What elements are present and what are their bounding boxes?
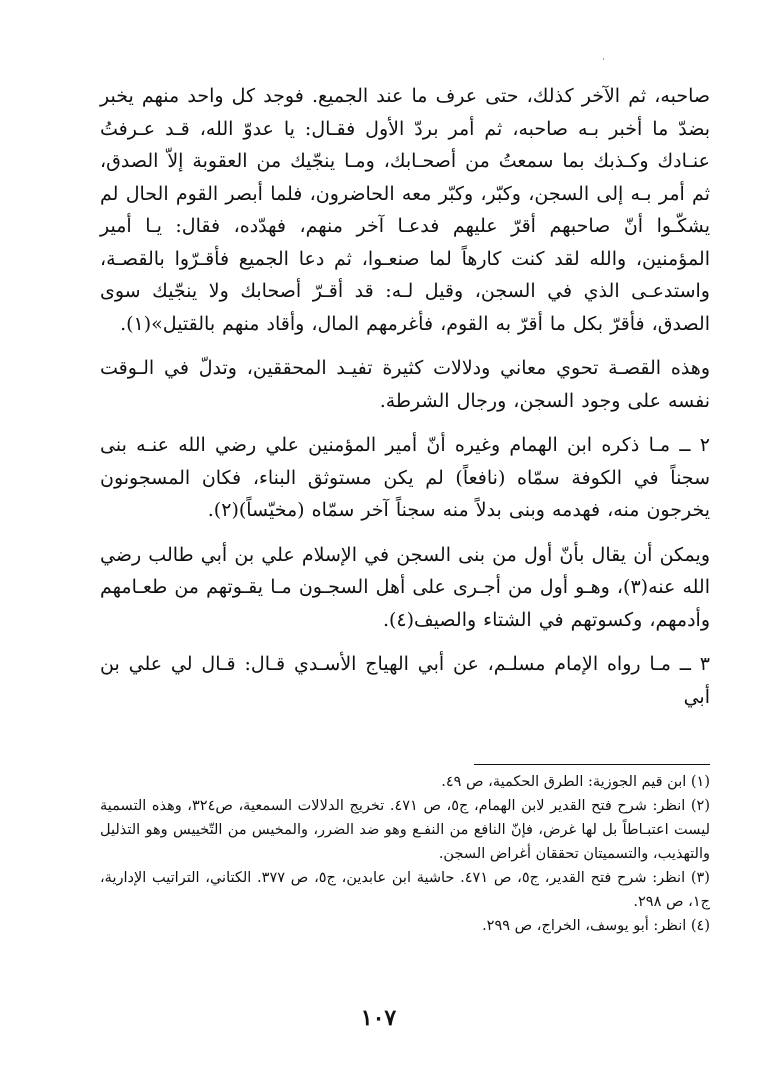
footnote-4: (٤) انظر: أبو يوسف، الخراج، ص ٢٩٩. [482, 918, 710, 934]
footnotes [100, 770, 710, 938]
body-paragraph-1: صاحبه، ثم الآخر كذلك، حتى عرف ما عند الجميع. فوجد كل واحد منهم يخبر بضدّ ما أخبر بـه صاحبه، ثم أمر بردّ الأول فقـال: يا عدوّ الله، قـد عـرفتُ عنـادك وكـذبك بما سمعتُ من أصحـابك، ومـا ينجّيك من العقوبة إلاّ الصدق، ثم أمر بـه إلى السجن، وكبّر، وكبّر معه الحاضرون، فلما أبصر القوم الحال لم يشكّـوا أنّ صاحبهم أقرّ عليهم فدعـا آخر منهم، فهدّده، فقال: يـا أمير المؤمنين، والله لقد كنت كارهاً لما صنعـوا، ثم دعا الجميع فأقـرّوا بالقصـة، واستدعـى الذي في السجن، وقيل لـه: قد أقـرّ أصحابك ولا ينجّيك سوى الصدق، فأقرّ بكل ما أقرّ به القوم، فأغرمهم المال، وأقاد منهم بالقتيل»(١). [100, 85, 710, 335]
body-paragraph-4: ويمكن أن يقال بأنّ أول من بنى السجن في الإسلام علي بن أبي طالب رضي الله عنه(٣)، وهـو أول من أجـرى على أهل السجـون مـا يقـوتهم من طعـامهم وأدمهم، وكسوتهم في الشتاء والصيف(٤). [100, 543, 710, 631]
body-paragraph-5: ٣ ــ مـا رواه الإمام مسلـم، عن أبي الهياج الأسـدي قـال: قـال لي علي بن أبي [100, 653, 710, 708]
body-paragraph-3: ٢ ــ مـا ذكره ابن الهمام وغيره أنّ أمير المؤمنين علي رضي الله عنـه بنى سجناً في الكوفة سمّاه (نافعاً) لم يكن مستوثق البناء، فكان المسجونون يخرجون منه، فهدمه وبنى بدلاً منه سجناً آخر سمّاه (مخيّساً)(٢). [100, 434, 710, 521]
footnote-1: (١) ابن قيم الجوزية: الطرق الحكمية، ص ٤٩. [441, 774, 710, 790]
footnote-3: (٣) انظر: شرح فتح القدير، ج٥، ص ٤٧١. حاشية ابن عابدين، ج٥، ص ٣٧٧. الكتاني، التراتيب الإدارية، ج١، ص ٢٩٨. [100, 870, 710, 910]
page-number: ١٠٧ [360, 1005, 397, 1031]
footnote-2: (٢) انظر: شرح فتح القدير لابن الهمام، ج٥، ص ٤٧١. تخريج الدلالات السمعية، ص٣٢٤، وهذه التسمية ليست اعتبـاطاً بل لها غرض، فإنّ النافع من النفـع وهو ضد الضرر، والمخيس من التّخييس وهو التذليل والتهذيب، والتسميتان تحققان أغراض السجن. [100, 798, 710, 862]
body-paragraph-2: وهذه القصـة تحوي معاني ودلالات كثيرة تفيـد المحققين، وتدلّ في الـوقت نفسه على وجود السجن، ورجال الشرطة. [100, 357, 710, 412]
scan-speck: ˙ [601, 58, 606, 69]
body-text [100, 80, 710, 713]
footnote-separator [474, 764, 710, 765]
